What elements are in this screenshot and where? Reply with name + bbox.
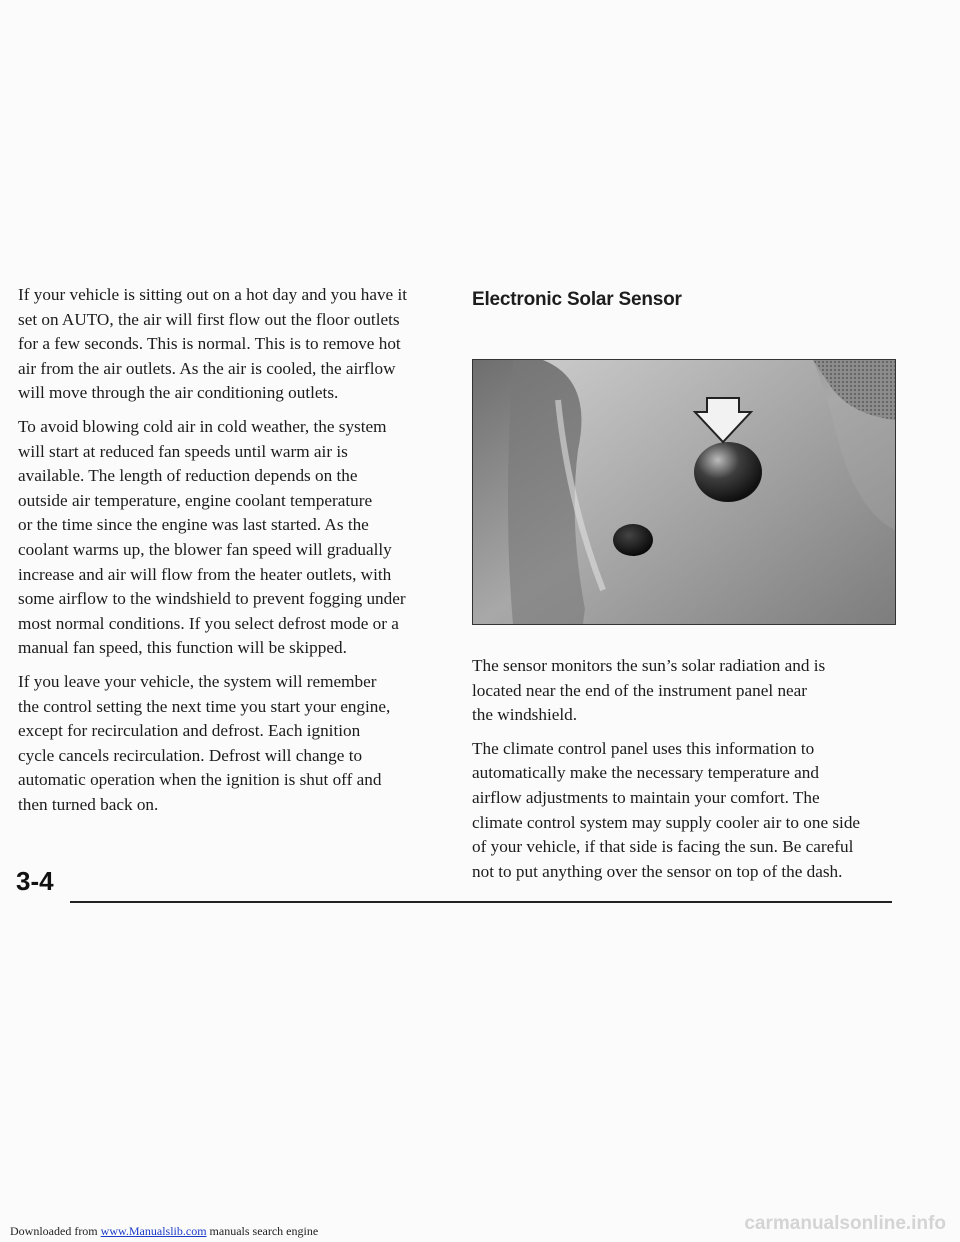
manualslib-link[interactable]: www.Manualslib.com (100, 1224, 207, 1238)
footer-suffix: manuals search engine (206, 1224, 319, 1238)
page-number: 3-4 (16, 866, 54, 896)
right-column-body (472, 654, 902, 893)
footer-prefix: Downloaded from (10, 1224, 101, 1238)
solar-sensor-photo (472, 359, 896, 625)
left-column (18, 283, 438, 826)
download-footer (10, 1224, 318, 1239)
paragraph-sensor-location: The sensor monitors the sun’s solar radiation and is located near the end of the instrument panel near the windshield. (472, 656, 826, 725)
section-heading: Electronic Solar Sensor (472, 289, 682, 310)
paragraph-control-memory: If you leave your vehicle, the system will remember the control setting the next time you start your engine, except for recirculation and defrost. Each ignition cycle cancels recirculation. Defrost will change to automatic operation when the ignition is shut off and then turned back on. (18, 671, 391, 814)
right-column-header (472, 283, 902, 311)
solar-sensor-illustration (473, 360, 895, 624)
paragraph-cold-weather: To avoid blowing cold air in cold weather, the system will start at reduced fan speeds until warm air is available. The length of reduction depends on the outside air temperature, engine coolant temperature or the time since the engine was last started. As the coolant warms up, the blower fan speed will gradually increase and air will flow from the heater outlets, with some airflow to the windshield to prevent fogging under most normal conditions. If you select defrost mode or a manual fan speed, this function will be skipped. (18, 416, 406, 658)
watermark-text: carmanualsonline.info (744, 1213, 946, 1234)
footer-rule (70, 901, 892, 903)
paragraph-auto-mode: If your vehicle is sitting out on a hot day and you have it set on AUTO, the air will first flow out the floor outlets for a few seconds. This is normal. This is to remove hot air from the air outlets. As the air is cooled, the airflow will move through the air conditioning outlets. (18, 285, 408, 403)
paragraph-sensor-function: The climate control panel uses this information to automatically make the necessary temperature and airflow adjustments to maintain your comfort. The climate control system may supply cooler air to one side of your vehicle, if that side is facing the sun. Be careful not to put anything over the sensor on top of the dash. (472, 738, 861, 881)
solar-sensor-dome (694, 442, 762, 502)
